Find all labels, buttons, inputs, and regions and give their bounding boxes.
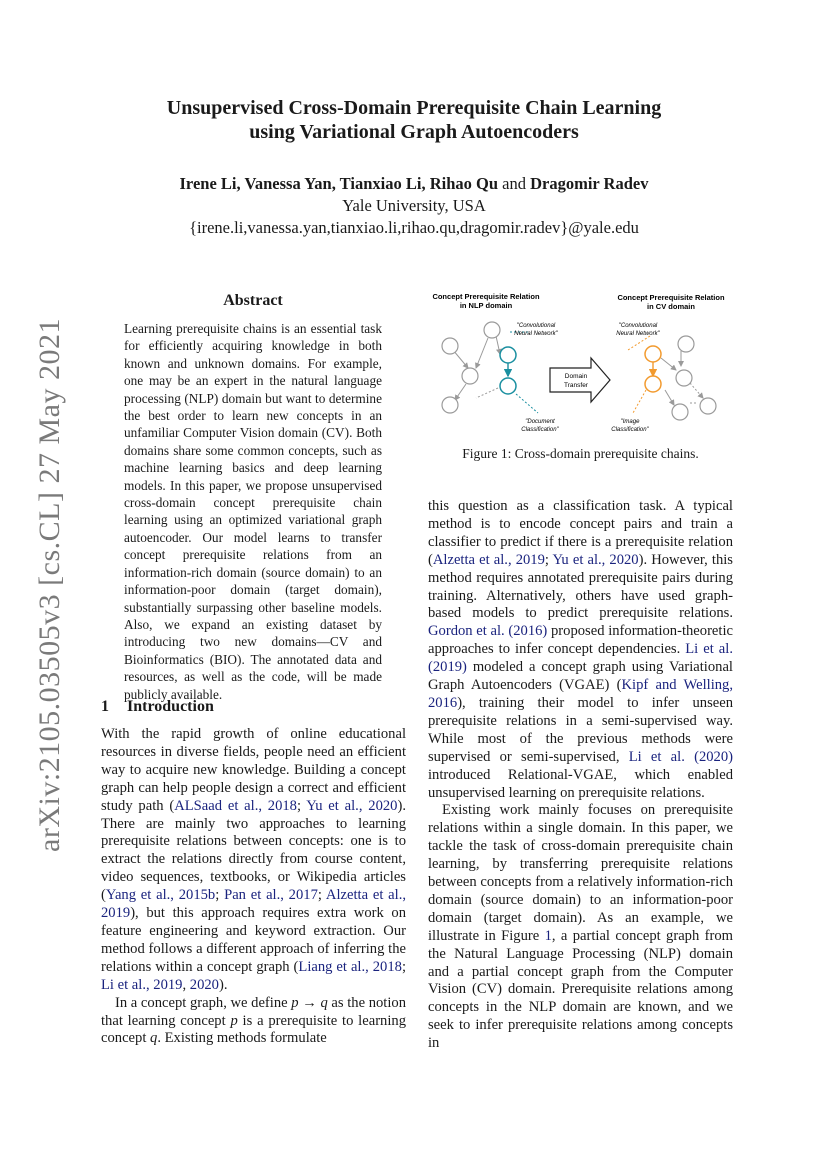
right-paragraph-1 (428, 498, 733, 802)
math-symbol: q (150, 1030, 158, 1047)
author-and: and (502, 174, 526, 193)
section-title: Introduction (127, 698, 214, 715)
intro-paragraph-2 (101, 995, 406, 1049)
right-node (676, 370, 692, 386)
text-run: ). (218, 976, 228, 993)
citation-link[interactable]: Yu et al., 2020 (306, 797, 398, 814)
citation-link[interactable]: Gordon et al. (2016) (428, 623, 548, 640)
left-column-body (101, 726, 406, 1048)
fig-img-2: Classification" (611, 427, 649, 433)
section-number: 1 (101, 698, 109, 715)
text-run: ). However, this method requires annotated prerequisite pairs during training. Alternatively, others have used graph-based models to predict prerequisite relations. (428, 551, 733, 622)
left-node (442, 338, 458, 354)
citation-link[interactable]: Alzetta et al., 2019 (101, 887, 406, 922)
title-line-2: using Variational Graph Autoencoders (249, 121, 579, 143)
cnn-node-nlp (500, 347, 516, 363)
text-run: as the notion that learning concept (101, 994, 407, 1029)
figure-1-diagram (428, 288, 733, 440)
right-node (700, 398, 716, 414)
fig-doc-2: Classification" (521, 427, 559, 433)
text-run: , a partial concept graph from the Natural Language Processing (NLP) domain and a partial concept graph from the Computer Vision (CV) domain. Prerequisite relations among concepts in the NLP domain are known, and we seek to infer prerequisite relations among concepts in (428, 927, 733, 1052)
author-last: Dragomir Radev (530, 174, 649, 193)
citation-link[interactable]: Li et al. (2020) (628, 748, 733, 765)
left-node (462, 368, 478, 384)
text-run: ; (317, 887, 326, 904)
text-run: ), training their model to infer unseen prerequisite relations in a semi-supervised way. While most of the previous methods were supervised or semi-supervised, (428, 694, 733, 765)
right-node (672, 404, 688, 420)
math-symbol: p → q (291, 994, 328, 1011)
citation-link[interactable]: Li et al. (2019) (428, 641, 733, 676)
text-run: ; (296, 797, 307, 814)
text-run: proposed information-theoretic approaches to infer concept dependencies. (428, 623, 733, 658)
fig-left-title-2: in NLP domain (459, 301, 513, 310)
section-heading (101, 698, 214, 716)
citation-link[interactable]: Alzetta et al., 2019 (432, 551, 545, 568)
cnn-node-cv (645, 346, 661, 362)
text-run: , (182, 976, 190, 993)
right-paragraph-2 (428, 802, 733, 1053)
left-node (442, 397, 458, 413)
author-emails: {irene.li,vanessa.yan,tianxiao.li,rihao.qu,dragomir.radev}@yale.edu (189, 218, 639, 237)
citation-link[interactable]: Pan et al., 2017 (224, 887, 318, 904)
text-run: this question as a classification task. A typical method is to encode concept pairs and train a classifier to predict if there is a prerequisite relation ( (428, 498, 733, 568)
text-run: Existing work mainly focuses on prerequisite relations within a single domain. In this paper, we tackle the task of cross-domain prerequisite chain learning, by transferring prerequisite relations between concepts from a relatively information-rich domain (source domain) to an information-poor domain (target domain). As an example, we illustrate in Figure (428, 802, 733, 944)
fig-cnn-right-1: "Convolutional (618, 323, 658, 329)
abstract-heading: Abstract (223, 292, 283, 309)
fig-cnn-left-1: "Convolutional (516, 323, 556, 329)
fig-img-1: "Image (620, 419, 640, 425)
text-run: In a concept graph, we define (115, 994, 292, 1011)
math-symbol: p (230, 1012, 238, 1029)
fig-right-title-1: Concept Prerequisite Relation (617, 293, 725, 302)
left-node (484, 322, 500, 338)
fig-right-title-2: in CV domain (647, 302, 695, 311)
citation-link[interactable]: Kipf and Welling, 2016 (428, 677, 733, 711)
fig-cnn-left-2: Neural Network" (514, 331, 558, 337)
doc-classification-node (500, 378, 516, 394)
author-block (0, 173, 828, 239)
text-run: ), but this approach requires extra work on feature engineering and keyword extraction. Our method follows a different approach of inferring the relations within a concept graph ( (101, 905, 406, 975)
text-run: ). There are mainly two approaches to learning prerequisite relations between concepts: one is to extract the relations directly from course content, video sequences, textbooks, or Wikipedia articles ( (101, 797, 406, 904)
figure-1-caption: Figure 1: Cross-domain prerequisite chains. (462, 446, 699, 461)
citation-link[interactable]: Yu et al., 2020 (552, 551, 639, 568)
fig-transfer-2: Transfer (564, 382, 588, 389)
text-run: modeled a concept graph using Variational Graph Autoencoders (VGAE) ( (428, 659, 733, 694)
citation-link[interactable]: ALSaad et al., 2018 (174, 797, 297, 814)
paper-title (0, 96, 828, 144)
text-run: is a prerequisite to learning concept (101, 1012, 406, 1047)
citation-link[interactable]: 2020 (189, 976, 219, 993)
title-line-1: Unsupervised Cross-Domain Prerequisite Chain Learning (166, 97, 662, 119)
affiliation: Yale University, USA (342, 196, 486, 215)
citation-link[interactable]: Liang et al., 2018 (298, 958, 402, 975)
citation-link[interactable]: Yang et al., 2015b (105, 887, 216, 904)
fig-transfer-1: Domain (564, 373, 588, 380)
citation-link[interactable]: 1 (544, 927, 552, 944)
right-column-body (428, 498, 733, 1053)
intro-paragraph-1 (101, 726, 406, 995)
domain-transfer-arrow (550, 358, 610, 402)
right-node (678, 336, 694, 352)
citation-link[interactable]: Li et al., 2019 (101, 976, 183, 993)
text-run: ; (544, 551, 553, 568)
text-run: ; (215, 887, 225, 904)
text-run: . Existing methods formulate (157, 1030, 327, 1047)
fig-left-title-1: Concept Prerequisite Relation (432, 292, 540, 301)
author-list: Irene Li, Vanessa Yan, Tianxiao Li, Rihao Qu (179, 174, 499, 193)
image-classification-node (645, 376, 661, 392)
text-run: ; (401, 958, 406, 975)
fig-cnn-right-2: Neural Network" (616, 331, 660, 337)
abstract-body: Learning prerequisite chains is an essential task for efficiently acquiring knowledge in both known and unknown domains. For example, one may be an expert in the natural language processing (NLP) domain but want to determine the best order to learn new concepts in an unfamiliar Computer Vision domain (CV). Both domains share some common concepts, such as machine learning basics and deep learning models. In this paper, we propose unsupervised cross-domain concept prerequisite chain learning using an optimized variational graph autoencoder. Our model learns to transfer concept prerequisite relations from an information-rich domain (source domain) to an information-poor domain (target domain), substantially surpassing other baseline models. Also, we expand an existing dataset by introducing two new domains—CV and Bioinformatics (BIO). The annotated data and resources, as well as the code, will be made publicly available. (124, 321, 382, 702)
text-run: introduced Relational-VGAE, which enabled unsupervised learning on prerequisite relations. (428, 766, 733, 801)
text-run: With the rapid growth of online educational resources in diverse fields, people need an efficient way to acquire new knowledge. Building a concept graph can help people design a correct and efficient study path ( (101, 726, 406, 814)
arxiv-stamp: arXiv:2105.03505v3 [cs.CL] 27 May 2021 (33, 318, 66, 852)
author-names (0, 173, 828, 195)
fig-doc-1: "Document (525, 419, 555, 425)
